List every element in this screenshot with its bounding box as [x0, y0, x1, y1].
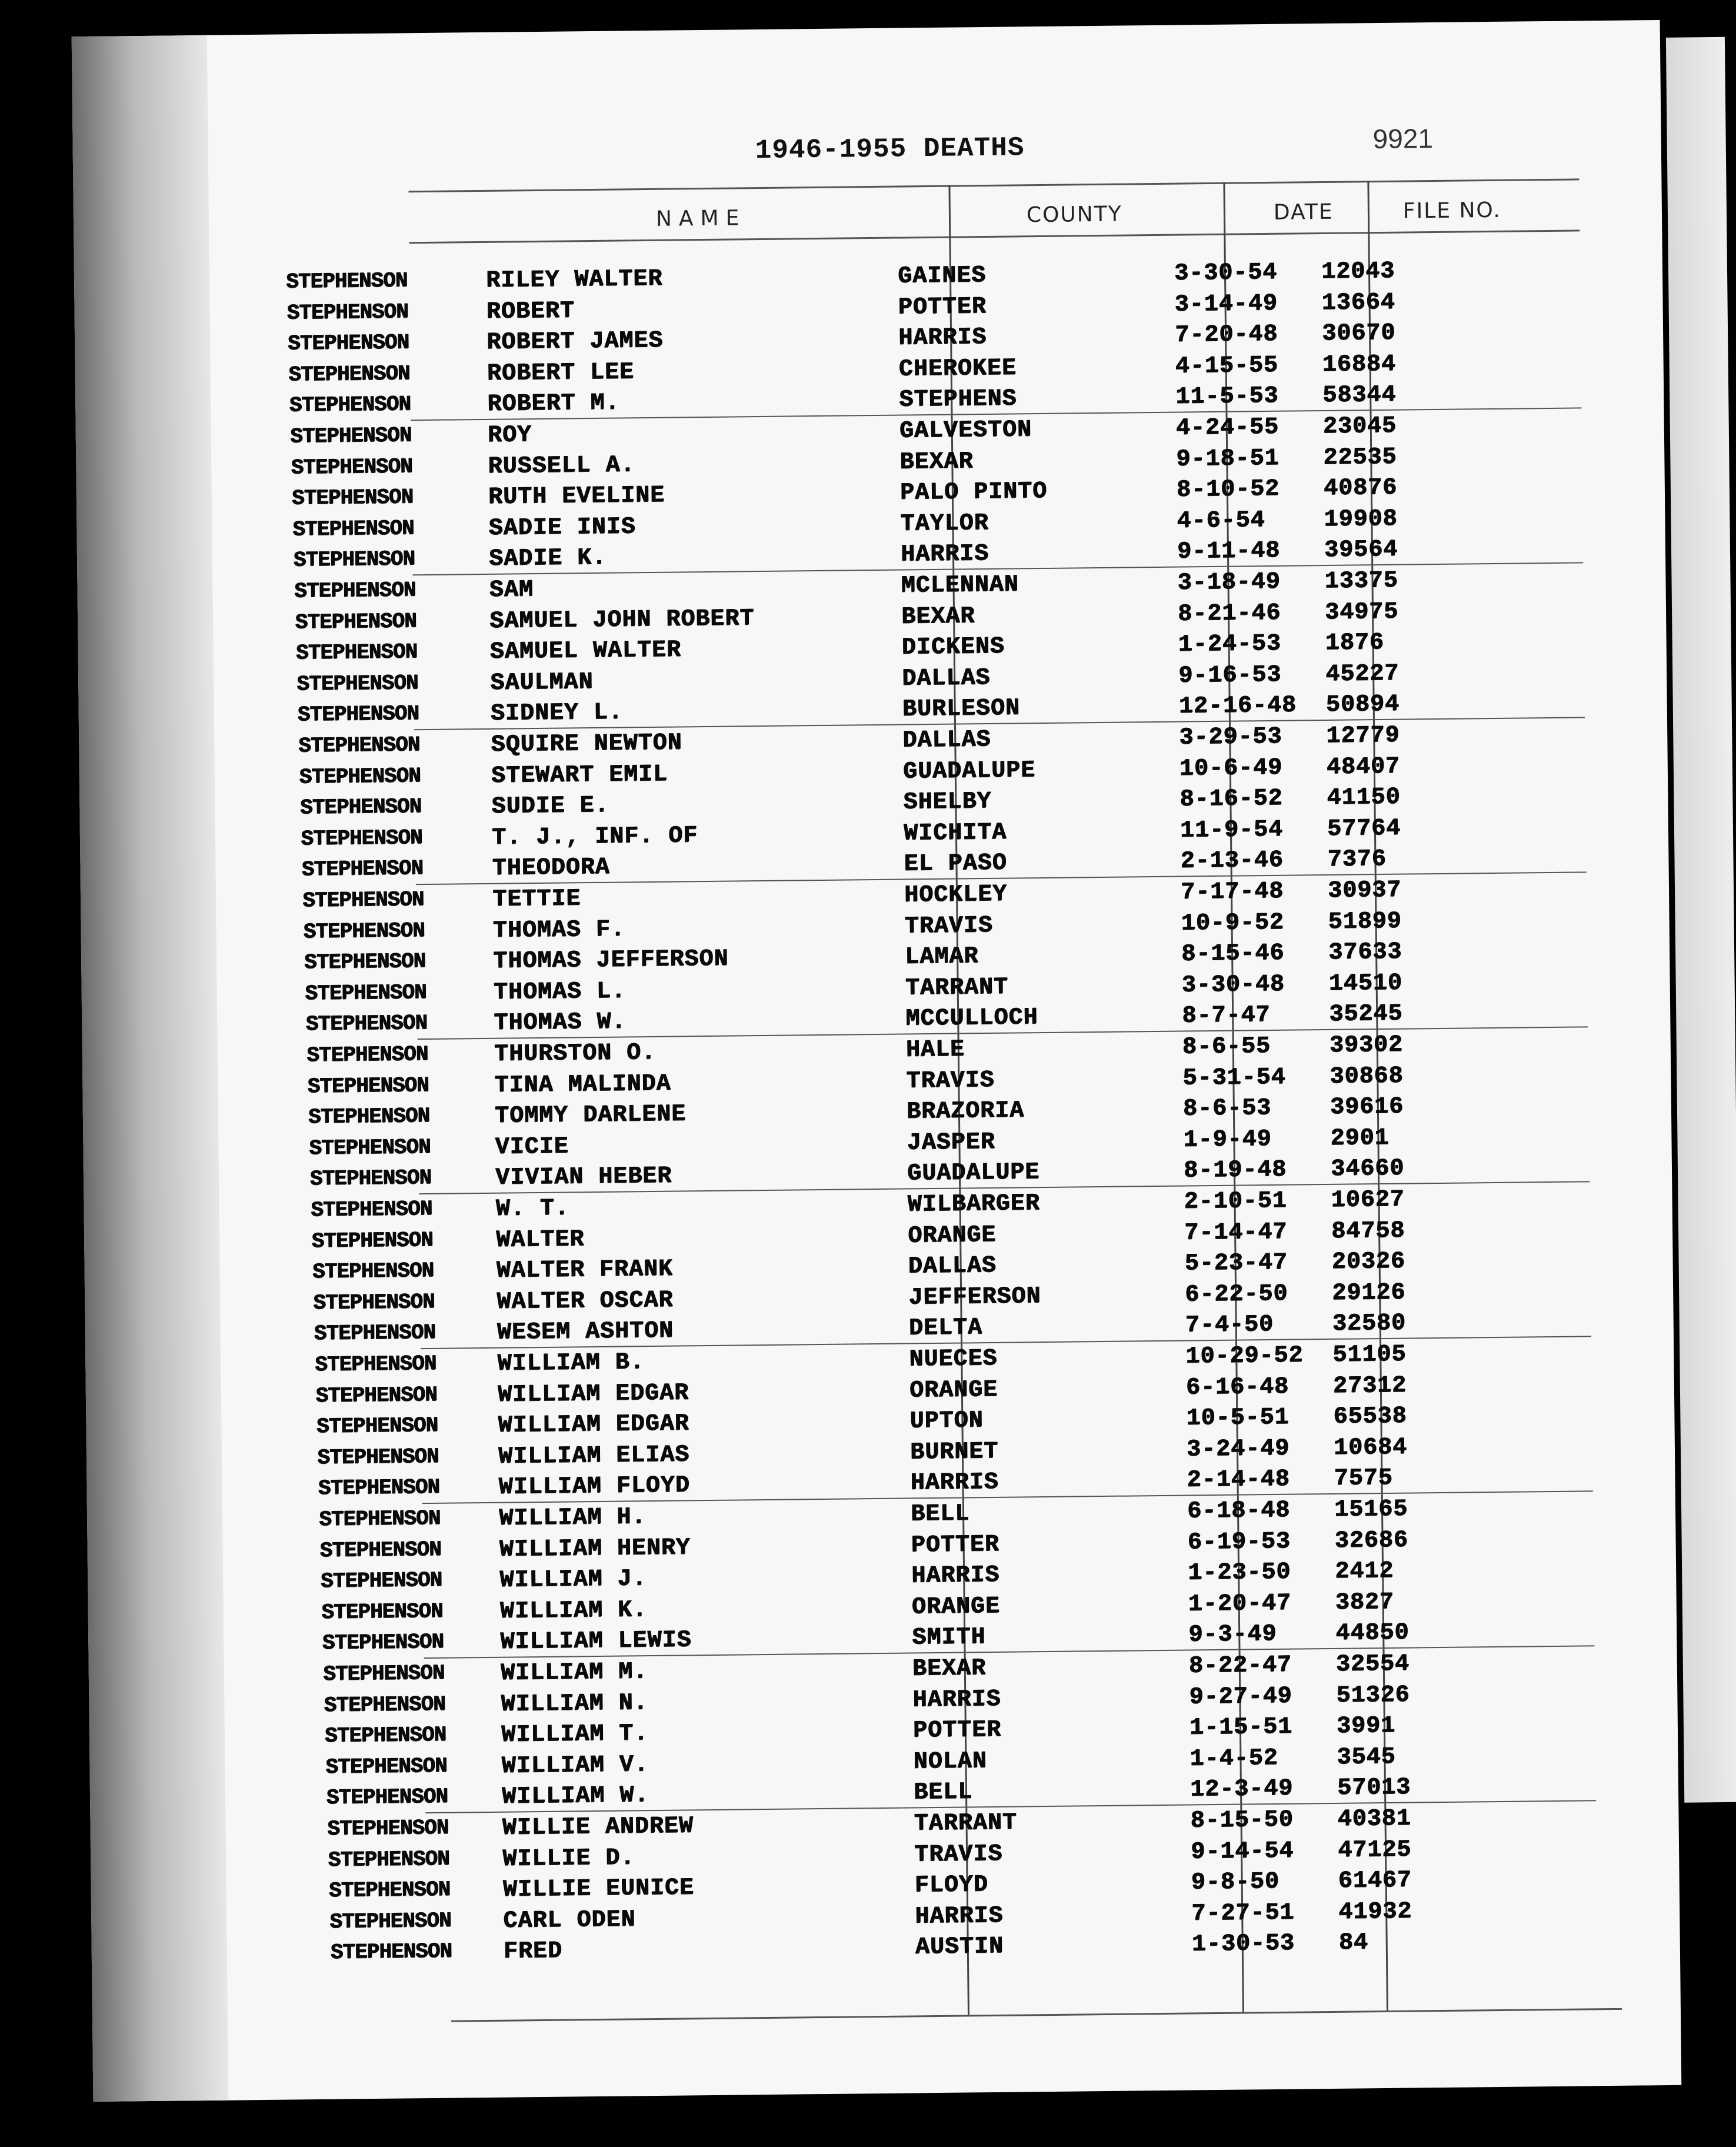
file-number-cell: 51899: [1328, 908, 1402, 936]
given-name-cell: WILLIAM H.: [498, 1504, 647, 1532]
county-cell: DALLAS: [901, 664, 991, 693]
surname-cell: STEPHENSON: [295, 640, 418, 665]
date-cell: 8-6-55: [1182, 1033, 1271, 1061]
county-cell: HARRIS: [912, 1686, 1001, 1714]
file-number-cell: 41150: [1327, 784, 1401, 812]
file-number-cell: 29126: [1331, 1279, 1406, 1307]
surname-cell: STEPHENSON: [291, 485, 414, 511]
surname-cell: STEPHENSON: [294, 578, 416, 604]
county-cell: HARRIS: [898, 324, 987, 352]
file-number-cell: 13375: [1324, 567, 1398, 595]
file-number-cell: 44850: [1335, 1619, 1410, 1647]
file-number-cell: 3827: [1335, 1589, 1394, 1616]
given-name-cell: WILLIAM M.: [500, 1659, 648, 1687]
surname-cell: STEPHENSON: [315, 1382, 437, 1408]
surname-cell: STEPHENSON: [313, 1289, 435, 1315]
county-cell: TRAVIS: [906, 1067, 995, 1095]
given-name-cell: VIVIAN HEBER: [495, 1163, 672, 1192]
given-name-cell: WILLIE ANDREW: [502, 1813, 694, 1842]
surname-cell: STEPHENSON: [299, 763, 421, 789]
file-number-cell: 35245: [1328, 1001, 1403, 1028]
date-cell: 8-15-50: [1190, 1806, 1294, 1835]
date-cell: 3-14-49: [1174, 290, 1278, 318]
date-cell: 8-16-52: [1179, 785, 1283, 813]
date-cell: 1-15-51: [1189, 1713, 1293, 1742]
surname-cell: STEPHENSON: [325, 1753, 447, 1779]
surname-cell: STEPHENSON: [316, 1413, 438, 1439]
given-name-cell: WILLIE D.: [502, 1844, 635, 1873]
file-number-cell: 19908: [1324, 505, 1398, 533]
file-number-cell: 50894: [1325, 691, 1400, 719]
given-name-cell: WALTER: [495, 1226, 585, 1254]
given-name-cell: TOMMY DARLENE: [494, 1101, 687, 1130]
surname-cell: STEPHENSON: [322, 1660, 445, 1686]
given-name-cell: SAMUEL WALTER: [489, 637, 681, 666]
county-cell: TRAVIS: [904, 912, 993, 940]
surname-cell: STEPHENSON: [307, 1073, 429, 1099]
date-cell: 9-27-49: [1189, 1683, 1292, 1711]
surname-cell: STEPHENSON: [330, 1939, 452, 1965]
surname-cell: STEPHENSON: [311, 1227, 433, 1253]
county-cell: GAINES: [897, 262, 987, 290]
given-name-cell: WILLIAM FLOYD: [498, 1472, 690, 1502]
date-cell: 11-5-53: [1175, 383, 1279, 411]
county-cell: POTTER: [898, 293, 987, 321]
date-cell: 5-23-47: [1184, 1249, 1288, 1277]
given-name-cell: SAM: [489, 577, 534, 604]
date-cell: 7-27-51: [1191, 1899, 1295, 1928]
given-name-cell: SAMUEL JOHN ROBERT: [489, 605, 755, 635]
surname-cell: STEPHENSON: [287, 330, 409, 356]
header-rule: [409, 229, 1580, 244]
file-number-cell: 39564: [1324, 537, 1398, 564]
file-number-cell: 30937: [1327, 877, 1402, 904]
surname-cell: STEPHENSON: [289, 423, 412, 449]
given-name-cell: RILEY WALTER: [485, 265, 663, 294]
county-cell: DICKENS: [901, 633, 1005, 661]
given-name-cell: WILLIAM ELIAS: [498, 1442, 690, 1470]
surname-cell: STEPHENSON: [328, 1877, 451, 1903]
county-cell: DALLAS: [908, 1253, 997, 1280]
county-cell: BELL: [910, 1500, 970, 1528]
file-number-cell: 48407: [1326, 753, 1401, 781]
given-name-cell: SAULMAN: [490, 668, 594, 697]
given-name-cell: WILLIAM HENRY: [499, 1534, 691, 1563]
county-cell: TRAVIS: [914, 1840, 1003, 1868]
file-number-cell: 34975: [1324, 598, 1399, 626]
given-name-cell: WALTER FRANK: [496, 1256, 673, 1284]
surname-cell: STEPHENSON: [319, 1537, 441, 1563]
given-name-cell: SADIE K.: [488, 545, 607, 573]
given-name-cell: RUSSELL A.: [488, 451, 635, 480]
date-cell: 1-30-53: [1191, 1930, 1295, 1958]
surname-cell: STEPHENSON: [308, 1104, 430, 1130]
surname-cell: STEPHENSON: [285, 268, 408, 294]
county-cell: DELTA: [908, 1314, 983, 1342]
given-name-cell: SUDIE E.: [491, 792, 609, 821]
county-cell: JASPER: [907, 1129, 995, 1157]
county-cell: POTTER: [911, 1531, 999, 1559]
surname-cell: STEPHENSON: [326, 1815, 449, 1841]
file-number-cell: 13664: [1321, 289, 1395, 317]
page-title: 1946-1955 DEATHS: [755, 132, 1025, 167]
file-number-cell: 58344: [1322, 382, 1397, 410]
page-edge: [1666, 37, 1736, 1803]
county-cell: GALVESTON: [899, 417, 1032, 445]
date-cell: 8-6-53: [1182, 1095, 1272, 1123]
file-number-cell: 1876: [1325, 630, 1384, 657]
file-number-cell: 47125: [1337, 1836, 1412, 1864]
surname-cell: STEPHENSON: [296, 670, 418, 697]
county-cell: ORANGE: [907, 1221, 997, 1250]
date-cell: 3-29-53: [1179, 723, 1282, 751]
file-number-cell: 84: [1338, 1929, 1368, 1957]
date-cell: 8-21-46: [1177, 600, 1281, 628]
given-name-cell: WILLIAM EDGAR: [497, 1379, 689, 1409]
date-cell: 8-19-48: [1183, 1157, 1287, 1184]
surname-cell: STEPHENSON: [288, 361, 410, 387]
date-cell: 3-30-48: [1181, 971, 1285, 999]
date-cell: 6-22-50: [1184, 1280, 1288, 1309]
given-name-cell: ROBERT: [486, 297, 575, 325]
surname-cell: STEPHENSON: [295, 608, 416, 634]
date-cell: 7-14-47: [1184, 1219, 1288, 1247]
date-cell: 1-24-53: [1178, 630, 1281, 658]
date-cell: 7-4-50: [1185, 1311, 1274, 1339]
county-cell: POTTER: [912, 1717, 1002, 1745]
surname-cell: STEPHENSON: [309, 1166, 431, 1191]
given-name-cell: THOMAS F.: [492, 916, 625, 944]
given-name-cell: WILLIAM V.: [501, 1751, 649, 1780]
given-name-cell: WILLIAM LEWIS: [500, 1627, 692, 1656]
date-cell: 9-8-50: [1191, 1869, 1279, 1896]
surname-cell: STEPHENSON: [304, 949, 426, 975]
date-cell: 4-24-55: [1175, 414, 1279, 442]
surname-cell: STEPHENSON: [289, 392, 411, 418]
given-name-cell: VICIE: [495, 1133, 569, 1161]
surname-cell: STEPHENSON: [324, 1692, 445, 1717]
file-number-cell: 45227: [1325, 660, 1400, 688]
file-number-cell: 51326: [1336, 1682, 1410, 1709]
given-name-cell: ROBERT LEE: [487, 359, 635, 387]
file-number-cell: 34660: [1330, 1156, 1405, 1183]
county-cell: SMITH: [912, 1624, 986, 1652]
file-number-cell: 61467: [1338, 1867, 1412, 1895]
date-cell: 8-10-52: [1176, 475, 1280, 504]
file-number-cell: 41932: [1338, 1898, 1412, 1926]
county-cell: CHEROKEE: [898, 355, 1017, 383]
county-cell: LAMAR: [904, 943, 979, 971]
date-cell: 1-23-50: [1187, 1559, 1291, 1587]
county-cell: BEXAR: [901, 603, 975, 631]
county-cell: WICHITA: [903, 819, 1007, 847]
file-number-cell: 2901: [1330, 1124, 1390, 1152]
file-number-cell: 12043: [1321, 258, 1395, 286]
date-cell: 3-18-49: [1177, 568, 1281, 597]
given-name-cell: SIDNEY L.: [490, 699, 624, 728]
file-number-cell: 37633: [1328, 938, 1402, 967]
given-name-cell: ROBERT JAMES: [486, 327, 664, 357]
column-header-date: DATE: [1273, 199, 1334, 225]
date-cell: 2-13-46: [1180, 847, 1284, 875]
county-cell: BEXAR: [912, 1655, 987, 1683]
file-number-cell: 57013: [1337, 1774, 1411, 1802]
surname-cell: STEPHENSON: [309, 1134, 431, 1160]
file-number-cell: 10684: [1333, 1434, 1408, 1462]
surname-cell: STEPHENSON: [312, 1259, 434, 1284]
file-number-cell: 14510: [1328, 970, 1402, 997]
county-cell: NOLAN: [913, 1747, 987, 1776]
surname-cell: STEPHENSON: [322, 1630, 444, 1656]
county-cell: EL PASO: [904, 850, 1007, 878]
county-cell: GUADALUPE: [907, 1159, 1040, 1187]
given-name-cell: WILLIAM EDGAR: [498, 1410, 689, 1439]
given-name-cell: ROY: [487, 422, 532, 449]
surname-cell: STEPHENSON: [298, 733, 420, 758]
file-number-cell: 65538: [1333, 1403, 1407, 1431]
surname-cell: STEPHENSON: [297, 701, 419, 727]
file-number-cell: 23045: [1322, 412, 1397, 440]
surname-cell: STEPHENSON: [299, 794, 422, 820]
given-name-cell: WILLIE EUNICE: [502, 1875, 695, 1903]
date-cell: 1-4-52: [1189, 1745, 1278, 1773]
county-cell: MCCULLOCH: [905, 1004, 1038, 1033]
given-name-cell: WILLIAM N.: [501, 1689, 648, 1718]
file-number-cell: 27312: [1332, 1372, 1407, 1400]
date-cell: 6-16-48: [1185, 1373, 1289, 1402]
given-name-cell: THOMAS JEFFERSON: [492, 946, 729, 976]
surname-cell: STEPHENSON: [314, 1320, 435, 1346]
given-name-cell: WILLIAM K.: [499, 1596, 648, 1625]
date-cell: 9-16-53: [1178, 661, 1282, 690]
county-cell: TARRANT: [914, 1809, 1017, 1838]
county-cell: PALO PINTO: [899, 478, 1048, 507]
date-cell: 9-11-48: [1177, 538, 1281, 565]
file-number-cell: 20326: [1331, 1248, 1405, 1276]
date-cell: 7-20-48: [1174, 321, 1278, 349]
file-number-cell: 16884: [1322, 351, 1396, 378]
date-cell: 2-14-48: [1187, 1466, 1290, 1494]
file-number-cell: 40381: [1337, 1805, 1411, 1833]
surname-cell: STEPHENSON: [314, 1351, 437, 1377]
county-cell: BURLESON: [902, 695, 1021, 723]
county-cell: BRAZORIA: [906, 1097, 1025, 1126]
given-name-cell: FRED: [503, 1938, 563, 1966]
file-number-cell: 3545: [1337, 1743, 1396, 1771]
date-cell: 6-18-48: [1187, 1497, 1291, 1525]
column-header-name: NAME: [655, 206, 747, 231]
date-cell: 6-19-53: [1187, 1528, 1291, 1556]
county-cell: UPTON: [909, 1407, 984, 1435]
date-cell: 12-16-48: [1178, 692, 1297, 720]
file-number-cell: 30868: [1330, 1063, 1404, 1090]
given-name-cell: THURSTON O.: [494, 1039, 657, 1068]
date-cell: 3-30-54: [1174, 259, 1278, 287]
file-number-cell: 10627: [1331, 1186, 1405, 1214]
date-cell: 3-24-49: [1186, 1435, 1290, 1463]
date-cell: 4-6-54: [1177, 507, 1265, 535]
given-name-cell: THOMAS W.: [494, 1008, 627, 1037]
county-cell: TAYLOR: [900, 510, 989, 538]
given-name-cell: W. T.: [495, 1195, 569, 1223]
surname-cell: STEPHENSON: [329, 1908, 451, 1934]
county-cell: WILBARGER: [907, 1190, 1040, 1219]
county-cell: NUECES: [909, 1345, 998, 1373]
county-cell: AUSTIN: [915, 1933, 1004, 1961]
given-name-cell: TETTIE: [492, 886, 581, 913]
given-name-cell: WALTER OSCAR: [497, 1287, 674, 1316]
date-cell: 7-17-48: [1180, 878, 1284, 906]
date-cell: 12-3-49: [1189, 1776, 1294, 1803]
table-bottom-rule: [451, 2008, 1622, 2022]
county-cell: SHELBY: [903, 788, 992, 816]
county-cell: BELL: [913, 1779, 973, 1806]
surname-cell: STEPHENSON: [326, 1785, 448, 1810]
file-number-cell: 32554: [1335, 1650, 1410, 1678]
given-name-cell: WILLIAM J.: [499, 1566, 647, 1594]
surname-cell: STEPHENSON: [305, 980, 426, 1006]
given-name-cell: THEODORA: [492, 854, 610, 883]
county-cell: JEFFERSON: [908, 1283, 1041, 1311]
date-cell: 10-6-49: [1179, 754, 1283, 783]
surname-cell: STEPHENSON: [286, 299, 408, 325]
given-name-cell: STEWART EMIL: [491, 761, 668, 790]
surname-cell: STEPHENSON: [310, 1196, 432, 1223]
file-number-cell: 40876: [1323, 474, 1398, 502]
surname-cell: STEPHENSON: [301, 856, 423, 882]
file-number-cell: 32580: [1332, 1310, 1406, 1338]
page-number: 9921: [1372, 123, 1434, 155]
date-cell: 4-15-55: [1175, 352, 1278, 380]
county-cell: FLOYD: [914, 1872, 988, 1899]
surname-cell: STEPHENSON: [324, 1722, 447, 1749]
county-cell: GUADALUPE: [902, 757, 1036, 785]
file-number-cell: 7575: [1334, 1465, 1393, 1493]
file-number-cell: 51105: [1332, 1341, 1407, 1369]
file-number-cell: 84758: [1331, 1217, 1405, 1245]
table-top-rule: [408, 178, 1579, 192]
given-name-cell: WESEM ASHTON: [497, 1318, 674, 1347]
given-name-cell: WILLIAM W.: [501, 1782, 649, 1811]
file-number-cell: 30670: [1321, 319, 1396, 348]
surname-cell: STEPHENSON: [293, 547, 415, 572]
county-cell: BEXAR: [899, 448, 974, 476]
county-cell: HARRIS: [900, 541, 989, 568]
county-cell: HOCKLEY: [904, 881, 1008, 909]
date-cell: 9-18-51: [1176, 445, 1279, 473]
surname-cell: STEPHENSON: [292, 515, 414, 542]
county-cell: HARRIS: [915, 1902, 1004, 1930]
surname-cell: STEPHENSON: [306, 1041, 428, 1068]
date-cell: 1-20-47: [1188, 1590, 1291, 1618]
file-number-cell: 39302: [1329, 1031, 1404, 1059]
register-page: [72, 20, 1682, 2102]
surname-cell: STEPHENSON: [303, 918, 425, 944]
surname-cell: STEPHENSON: [301, 825, 422, 851]
surname-cell: STEPHENSON: [321, 1599, 443, 1625]
date-cell: 8-15-46: [1181, 940, 1285, 968]
file-number-cell: 22535: [1323, 444, 1397, 471]
file-number-cell: 7376: [1327, 846, 1387, 874]
surname-cell: STEPHENSON: [318, 1475, 439, 1501]
county-cell: DALLAS: [902, 726, 991, 754]
given-name-cell: WILLIAM B.: [497, 1349, 645, 1377]
given-name-cell: SADIE INIS: [488, 514, 636, 542]
county-cell: ORANGE: [911, 1593, 1000, 1621]
given-name-cell: WILLIAM T.: [501, 1720, 649, 1749]
date-cell: 8-22-47: [1188, 1652, 1292, 1680]
given-name-cell: SQUIRE NEWTON: [491, 730, 682, 758]
date-cell: 10-29-52: [1185, 1342, 1304, 1370]
date-cell: 2-10-51: [1184, 1187, 1287, 1216]
surname-cell: STEPHENSON: [302, 887, 424, 913]
surname-cell: STEPHENSON: [317, 1444, 439, 1470]
date-cell: 5-31-54: [1182, 1064, 1286, 1092]
given-name-cell: THOMAS L.: [493, 978, 627, 1006]
county-cell: ORANGE: [909, 1376, 998, 1404]
surname-cell: STEPHENSON: [320, 1567, 442, 1594]
file-number-cell: 3991: [1336, 1713, 1396, 1740]
surname-cell: STEPHENSON: [318, 1506, 441, 1532]
county-cell: STEPHENS: [899, 385, 1017, 414]
surname-cell: STEPHENSON: [291, 454, 412, 480]
date-cell: 8-7-47: [1182, 1002, 1271, 1030]
file-number-cell: 2412: [1334, 1558, 1394, 1586]
file-number-cell: 12779: [1326, 722, 1400, 750]
date-cell: 9-14-54: [1190, 1838, 1294, 1866]
surname-cell: STEPHENSON: [328, 1846, 449, 1872]
county-cell: MCLENNAN: [901, 571, 1019, 600]
given-name-cell: T. J., INF. OF: [491, 822, 698, 851]
county-cell: HARRIS: [911, 1562, 1000, 1590]
given-name-cell: ROBERT M.: [487, 390, 620, 418]
file-number-cell: 32686: [1334, 1527, 1408, 1555]
surname-cell: STEPHENSON: [305, 1011, 427, 1037]
county-cell: BURNET: [909, 1438, 999, 1466]
county-cell: HARRIS: [910, 1469, 999, 1497]
county-cell: TARRANT: [905, 974, 1008, 1002]
date-cell: 9-3-49: [1188, 1621, 1277, 1649]
county-cell: HALE: [905, 1036, 965, 1064]
file-number-cell: 15165: [1334, 1496, 1408, 1523]
file-number-cell: 57764: [1327, 815, 1401, 843]
given-name-cell: TINA MALINDA: [494, 1070, 671, 1099]
date-cell: 11-9-54: [1179, 816, 1284, 844]
column-header-county: COUNTY: [1026, 202, 1122, 228]
date-cell: 10-5-51: [1186, 1404, 1289, 1432]
date-cell: 10-9-52: [1181, 909, 1284, 937]
file-number-cell: 39616: [1330, 1093, 1404, 1121]
given-name-cell: CARL ODEN: [503, 1906, 636, 1935]
given-name-cell: RUTH EVELINE: [488, 482, 665, 511]
date-cell: 1-9-49: [1183, 1126, 1272, 1154]
column-header-file-no: FILE NO.: [1402, 198, 1501, 224]
